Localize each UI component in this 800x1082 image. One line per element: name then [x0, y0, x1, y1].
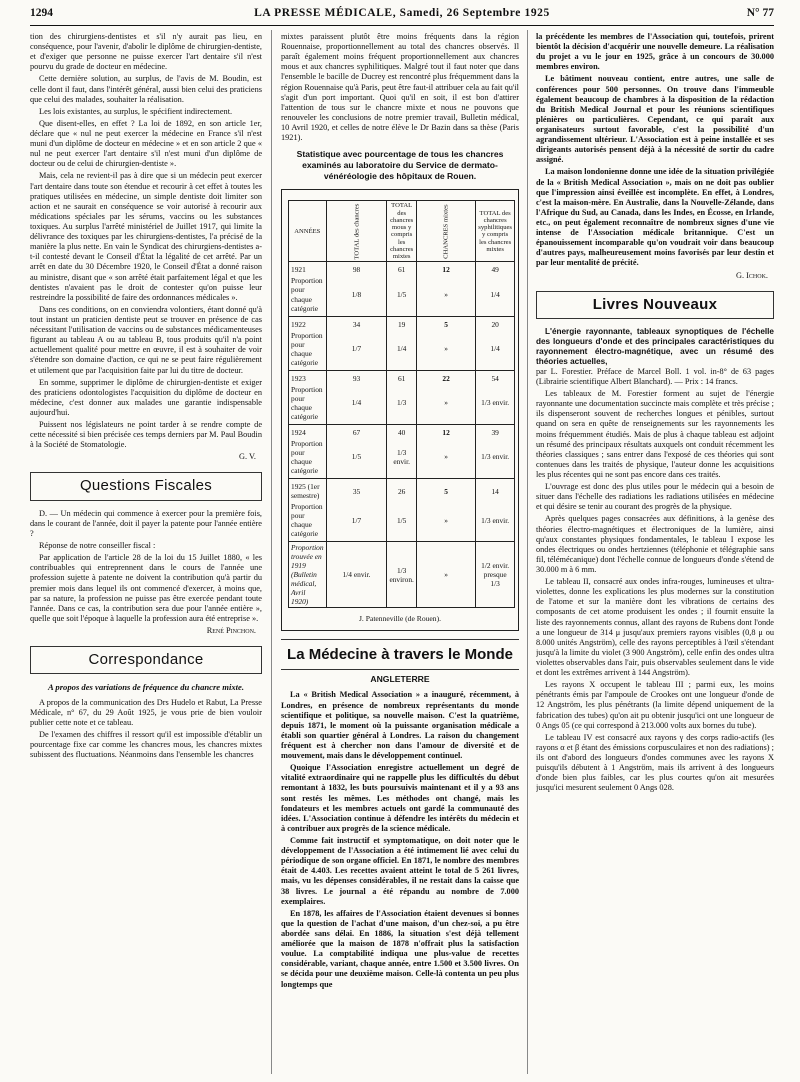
author-signature: G. V.	[239, 452, 256, 462]
journal-title: LA PRESSE MÉDICALE, Samedi, 26 Septembre 1925	[254, 7, 550, 19]
section-subtitle: A propos des variations de fréquence du chancre mixte.	[48, 682, 244, 693]
paragraph: En 1878, les affaires de l'Association étaient devenues si bonnes que la question de l'achat d'une maison, d'un chez-soi, a pu être abordée sans délai. En 1886, la situation s'est déjà tellement améliorée que la maison de 1878 n'offrait plus la satisfaction voulue. La comptabilité indiqua une plus-value de recettes considérable, variant, chaque année, entre 1.500 et 3.500 livres. On se décida pour une deuxième maison. Celle-là contenta un peu plus longtemps que	[281, 908, 519, 989]
author-signature: René Pinchon.	[206, 625, 256, 635]
table-row: 1925 (1er semestre) 35 26 5 14	[289, 479, 515, 502]
paragraph: Puissent nos législateurs ne point tarder à se rendre compte de cette nécessité si bien précisée ces temps derniers par M. Paul Boudin à la Société de Stomatologie.	[30, 420, 262, 450]
table-credit: J. Patenneville (de Rouen).	[358, 614, 442, 624]
paragraph: D. — Un médecin qui commence à exercer pour la première fois, dans le courant de l'année, doit il payer la patente pour l'année entière ?	[30, 508, 262, 538]
paragraph: La maison londonienne donne une idée de la situation privilégiée de la « British Medical Association », mais on ne doit pas oublier que l'impression ainsi éveillée est incomplète. En effet, à Londres, c'est la maison-mère. En Australie, dans la Nouvelle-Zélande, dans l'Afrique du Sud, au Canada, dans les Indes, en Écosse, en Irlande, etc., on peut également reconnaître de nombreux signes d'une vie intense de l'Association médicale britannique. C'est un épanouissement incomparable qu'on voudrait voir dans beaucoup d'autres pays, malheureusement moins favorisés par leur destin et par leur mentalité de précité.	[536, 167, 774, 268]
paragraph: En somme, supprimer le diplôme de chirurgien-dentiste et exiger des praticiens odontologistes l'acquisition du diplôme de docteur en médecine, c'est donner aux malades une garantie indispensable aujourd'hui.	[30, 377, 262, 417]
section-title-monde: La Médecine à travers le Monde	[281, 639, 519, 670]
paragraph: tion des chirurgiens-dentistes et s'il n'y aurait pas lieu, en conséquence, pour l'avenir, d'abolir le diplôme de chirurgien-dentiste, et d'exiger que personne ne puisse exercer l'art dentaire s'il n'est pourvu du grade de docteur en médecine.	[30, 32, 262, 72]
table-row: Proportion pour chaque catégorie 1/7 1/5 » 1/3 envir.	[289, 501, 515, 542]
column-3	[536, 32, 774, 1076]
paragraph: Les lois existantes, au surplus, le spécifient indirectement.	[39, 106, 233, 116]
paragraph: Comme fait instructif et symptomatique, on doit noter que le développement de l'Association a été intimement lié avec celui du périodique de son organe officiel. En 1871, le nombre des membres était de 4.403. Les recettes avaient atteint le total de 5 261 livres, mais, vu les dépenses considérables, il ne restait dans la caisse que 38 livres. Le journal a été répandu au nombre de 7.000 exemplaires.	[281, 836, 519, 906]
table-row: Proportion trouvée en 1919 (Bulletin médical, Avril 1920) 1/4 envir. 1/3 environ. » 1/2 envir. presque 1/3	[289, 542, 515, 608]
section-title-livres: Livres Nouveaux	[536, 291, 774, 319]
paragraph: Par application de l'article 28 de la loi du 15 Juillet 1880, « les contribuables qui entreprennent dans le cours de l'année une profession sujette à patente ne doivent la contribution qu'à partir du premier mois dans lequel ils ont commencé d'exercer, à moins que, par sa nature, la profession ne puisse pas être exercée pendant toute l'année. Dans ce cas, la contribution sera due pour l'année entière », quelle que soit l'époque à laquelle la profession aura été entreprise ».	[30, 553, 262, 623]
paragraph: Les rayons X occupent le tableau III ; parmi eux, les moins pénétrants émis par l'ampoule de Crookes ont une longueur d'onde de 12 Angström, les plus pénétrants (la limite dépend uniquement de la fabrication des tubes) qu'on ait pu obtenir jusqu'ici ont une longueur de 0 Angs 05 (ce qui correspond à 213.000 volts aux bornes du tube).	[536, 680, 774, 730]
page-header	[30, 6, 774, 24]
paragraph: Cette dernière solution, au surplus, de l'avis de M. Boudin, est celle dont il faut, dans l'intérêt général, aussi bien celui des praticiens que celui des malades, souhaiter la réalisation.	[30, 74, 262, 104]
column-divider	[271, 30, 272, 1074]
table-header: TOTAL des chancres	[326, 201, 387, 262]
paragraph: Quoique l'Association enregistre actuellement un degré de vitalité extraordinaire qui ne rappelle plus les difficultés du début remontant à 1832, les buts poursuivis maintenant et il y a 93 ans sont restés les mêmes. Les méthodes ont changé, mais les fondateurs et les membres actuels ont gardé la communauté des idées. L'Association continue à défendre les intérêts du médecin et à contribuer aux progrès de la science médicale.	[281, 763, 519, 833]
book-info: par L. Forestier. Préface de Marcel Boll. 1 vol. in-8° de 63 pages (Librairie scientifique Albert Blanchard). — Prix : 14 francs.	[536, 366, 774, 387]
column-divider	[527, 30, 528, 1074]
table-row: 1922 34 19 5 20	[289, 316, 515, 330]
paragraph: De l'examen des chiffres il ressort qu'il est impossible d'établir un pourcentage fixe car comme les chancres mous, les chancres mixtes subissent des fluctuations. Néanmoins dans l'ensemble les chancres	[30, 730, 262, 760]
section-title-fiscal: Questions Fiscales	[30, 472, 262, 500]
paragraph: La « British Medical Association » a inauguré, récemment, à Londres, en présence de nombreux représentants du monde scientifique et politique, sa nouvelle maison. C'est la quatrième, depuis 1871, le moment où la puissante organisation médicale a établi son quartier général à Londres. La raison du changement fréquent est à chercher non dans l'amour de diversité et de mouvement, mais dans le développement continuel.	[281, 690, 519, 761]
paragraph: Réponse de notre conseiller fiscal :	[39, 541, 156, 551]
table-row: Proportion pour chaque catégorie 1/4 1/3 » 1/3 envir.	[289, 384, 515, 425]
table-header: TOTAL des chancres mous y compris les chancres mixtes	[387, 201, 416, 262]
book-title: L'énergie rayonnante, tableaux synoptiques de l'échelle des longueurs d'onde et des principales caractéristiques du rayonnement électro-magnétique, avec un résumé des théories actuelles,	[536, 326, 774, 366]
table-row: 1923 93 61 22 54	[289, 370, 515, 384]
paragraph: Le tableau IV est consacré aux rayons γ des corps radio-actifs (les rayons α et β étant des émissions corpusculaires et non des radiations) ; ils ont d'abord des longueurs d'ondes communes avec les rayons X puisqu'ils débutent à 1 Angström, mais ils arrivent à des longueurs d'onde bien plus faibles, car les plus courtes qu'on ait mesurées jusqu'ici mesurent seulement 0 Angs 028.	[536, 732, 774, 793]
table-row: 1924 67 40 12 39	[289, 424, 515, 438]
table-row: Proportion pour chaque catégorie 1/5 1/3 envir. » 1/3 envir.	[289, 438, 515, 479]
page-number: 1294	[30, 7, 53, 19]
header-rule	[30, 25, 774, 26]
column-2	[281, 32, 519, 1076]
table-header: ANNÉES	[289, 201, 327, 262]
table-header: TOTAL des chancres syphilitiques y compris les chancres mixtes	[476, 201, 515, 262]
statistics-table	[288, 200, 515, 608]
column-1	[30, 32, 262, 1076]
paragraph: Le tableau II, consacré aux ondes infra-rouges, lumineuses et ultra-violettes, donne les explications les plus modernes sur la constitution de l'atome et sur la manière dont les vibrations de certains des composants de cet atome produisent les ondes ; il fournit ensuite la liste des rayonnements connus, allant des rayons de Rubens dont l'onde a une longueur de 314 μ jusqu'aux premiers rayons visibles (0,8 μ ou 8.000 unités Angström), celle des rayons perceptibles à l'œil s'étendant jusqu'à la limite du violet (3 900 Angström), celle enfin des ondes ultra violettes observables dans l'air, puis observables seulement dans le vide et dont les extrêmes arrivent à 144 Angström).	[536, 577, 774, 678]
table-title: Statistique avec pourcentage de tous les chancres examinés au laboratoire du Service de dermato-vénéréologie des hôpitaux de Rouen.	[296, 149, 504, 181]
paragraph: la précédente les membres de l'Association qui, toutefois, prirent bientôt la décision d'acquérir une nouvelle demeure. La réalisation du projet a vu le jour en 1925, grâce à un concours de 30.000 membres environ.	[536, 32, 774, 72]
paragraph: Les tableaux de M. Forestier forment au sujet de l'énergie rayonnante une documentation succincte mais complète et très précise ; ils dispenseront souvent de recherches longues et pénibles, surtout quand on sera en quête de renseignements sur les rayonnements les moins fréquemment étudiés. Mais de plus à chaque tableau est adjoint un résumé des principaux résultats auxquels ont conduit récemment les théories classiques ; sans entrer dans l'exposé de ces théories qui sont contenues dans les traités de physique, l'auteur donne les acquisitions les plus récentes qui ne sont pas encore dans ces traités.	[536, 389, 774, 480]
paragraph: Après quelques pages consacrées aux définitions, à la genèse des théories électro-magnétiques et électroniques de la lumière, ainsi qu'aux constantes physiques fondamentales, le tableau I expose les ondes électriques ou ondes hertziennes (téléphonie et télégraphie sans fil, télémécanique) dont l'échelle connue de longueurs d'onde s'étend de 30.000 m à 6 mm.	[536, 514, 774, 574]
paragraph: Que disent-elles, en effet ? La loi de 1892, en son article 1er, déclare que « nul ne peut exercer la médecine en France s'il n'est muni d'un diplôme de docteur en médecine » et en son article 2 que « nul ne peut exercer l'art dentaire s'il n'est muni d'un diplôme de docteur ou de celui de chirurgien-dentiste ».	[30, 118, 262, 169]
issue-number: N° 77	[746, 7, 774, 19]
paragraph: Mais, cela ne revient-il pas à dire que si un médecin peut exercer l'art dentaire dans toute son étendue et recourir à cet effet à toutes les pratiques utilisées en médecine, un simple dentiste doit limiter son action et ne saurait en conséquence se voir autorisé à recourir aux médications spéciales par les sérums, vaccins ou les substances toxiques. Au surplus l'arrêté ministériel de Juillet 1917, qui limite la délivrance des toxiques par les chirurgiens-dentistes, l'a précisé de la manière la plus nette. En vain le Syndicat des chirurgiens-dentistes a-t-il contesté devant le Conseil d'État la légalité de cet arrêté. Par un arrêt en date du 30 Décembre 1920, le Conseil d'État a donné raison au ministre, disant que « son arrêté était parfaitement légal et que les dentistes n'avaient pas le droit de contester qu'on puisse leur restreindre la possibilité de faire des ordonnances médicales ».	[30, 171, 262, 302]
table-row: Proportion pour chaque catégorie 1/7 1/4 » 1/4	[289, 330, 515, 371]
paragraph: mixtes paraissent plutôt être moins fréquents dans la région Rouennaise, proportionnellement au total des chancres observés. Il paraît également moins fréquent proportionnellement aux chancres mous et aux chancres syphilitiques. Malgré tout il faut noter que dans l'ensemble le bacille de Ducrey est rencontré plus fréquemment dans la région Rouennaise qu'à Paris, peut être faut-il attribuer cela au fait qu'il s'agit d'un port important. Quoi qu'il en soit, il est bon d'attirer l'attention de tous sur le chancre mixte et nous ne pouvons que renouveler les conclusions de notre premier travail, Bulletin médical, 10 Avril 1920, et celles de notre élève le Dr Bazin dans sa thèse (Paris 1921).	[281, 32, 519, 143]
paragraph: Dans ces conditions, on en conviendra volontiers, étant donné qu'à tout instant un praticien dentiste peut se trouver en présence de cas nécessitant l'utilisation de vaccins ou de substances médicamenteuses figurant au tableau A ou au tableau B, tous produits qu'il n'a point actuellement qualité pour mettre en œuvre, il est à souhaiter de voir s'étendre son domaine d'action, ce qui ne se peut faire régulièrement et utilement que par l'acquisition faite par lui du titre de docteur.	[30, 304, 262, 375]
table-header: CHANCRES mixtes	[416, 201, 475, 262]
paragraph: L'ouvrage est donc des plus utiles pour le médecin qui a besoin de situer dans l'échelle des radiations les radiations utilisées en médecine et qui désire se tenir au courant des progrès de la physique.	[536, 482, 774, 512]
section-title-correspondance: Correspondance	[30, 646, 262, 674]
section-subtitle: ANGLETERRE	[370, 673, 430, 684]
author-signature: G. Ichok.	[736, 270, 768, 280]
table-row: Proportion pour chaque catégorie 1/8 1/5 » 1/4	[289, 275, 515, 316]
paragraph: A propos de la communication des Drs Hudelo et Rabut, La Presse Médicale, n° 67, du 29 Août 1925, je vous prie de bien vouloir publier cette note et ce tableau.	[30, 697, 262, 728]
statistics-table-frame	[281, 189, 519, 630]
paragraph: Le bâtiment nouveau contient, entre autres, une salle de conférences pour 500 personnes. On trouve dans l'immeuble également beaucoup de chambres à la disposition de la rédaction du British Medical Journal et pour les réunions scientifiques plénières ou particulières. Cependant, ce qui paraît aux organisateurs surtout favorable, c'est la possibilité d'un agrandissement ultérieur. L'Association est à peine installée et ses dirigeants autorisés pensent déjà à la nécessité de sortir du cadre assigné.	[536, 74, 774, 165]
table-row: 1921 98 61 12 49	[289, 262, 515, 276]
